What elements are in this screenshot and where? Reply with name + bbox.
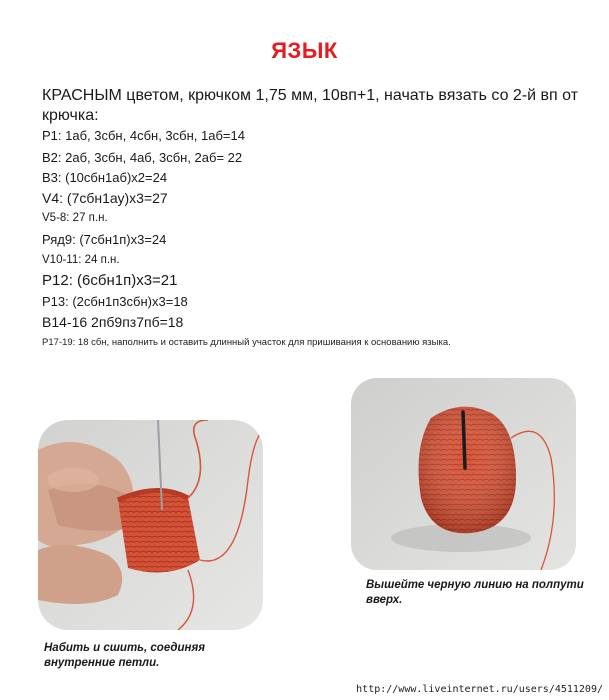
source-watermark: http://www.liveinternet.ru/users/4511209/: [356, 684, 603, 695]
final-rows-note: Р17-19: 18 сбн, наполнить и оставить длинный участок для пришивания к основанию языка.: [42, 337, 451, 348]
tongue-illustration: [351, 378, 576, 570]
caption-embroider-line: Вышейте черную линию на полпути вверх.: [366, 579, 584, 606]
pattern-row: V5-8: 27 п.н.: [42, 212, 108, 224]
stitching-illustration: [38, 420, 263, 630]
pattern-row: V10-11: 24 п.н.: [42, 254, 120, 266]
pattern-row: Р13: (2сбн1п3сбн)х3=18: [42, 294, 188, 309]
pattern-row: V4: (7сбн1ау)х3=27: [42, 190, 168, 206]
pattern-row: Р12: (6сбн1п)х3=21: [42, 272, 178, 289]
pattern-row: Р1: 1аб, 3сбн, 4сбн, 3сбн, 1аб=14: [42, 128, 245, 143]
pattern-row: В2: 2аб, 3сбн, 4аб, 3сбн, 2аб= 22: [42, 150, 243, 165]
page-title: ЯЗЫК: [271, 38, 338, 63]
pattern-row: В14-16 2пб9пз7пб=18: [42, 314, 184, 330]
pattern-row: В3: (10сбн1аб)х2=24: [42, 170, 168, 185]
pattern-row: Ряд9: (7сбн1п)х3=24: [42, 232, 167, 247]
caption-stuff-and-sew: Набить и сшить, соединяя внутренние петли.: [44, 642, 205, 669]
intro-text: КРАСНЫМ цветом, крючком 1,75 мм, 10вп+1, начать вязать со 2-й вп от крючка:: [42, 87, 579, 124]
photo-stitching: [38, 420, 263, 630]
photo-finished-tongue: [351, 378, 576, 570]
